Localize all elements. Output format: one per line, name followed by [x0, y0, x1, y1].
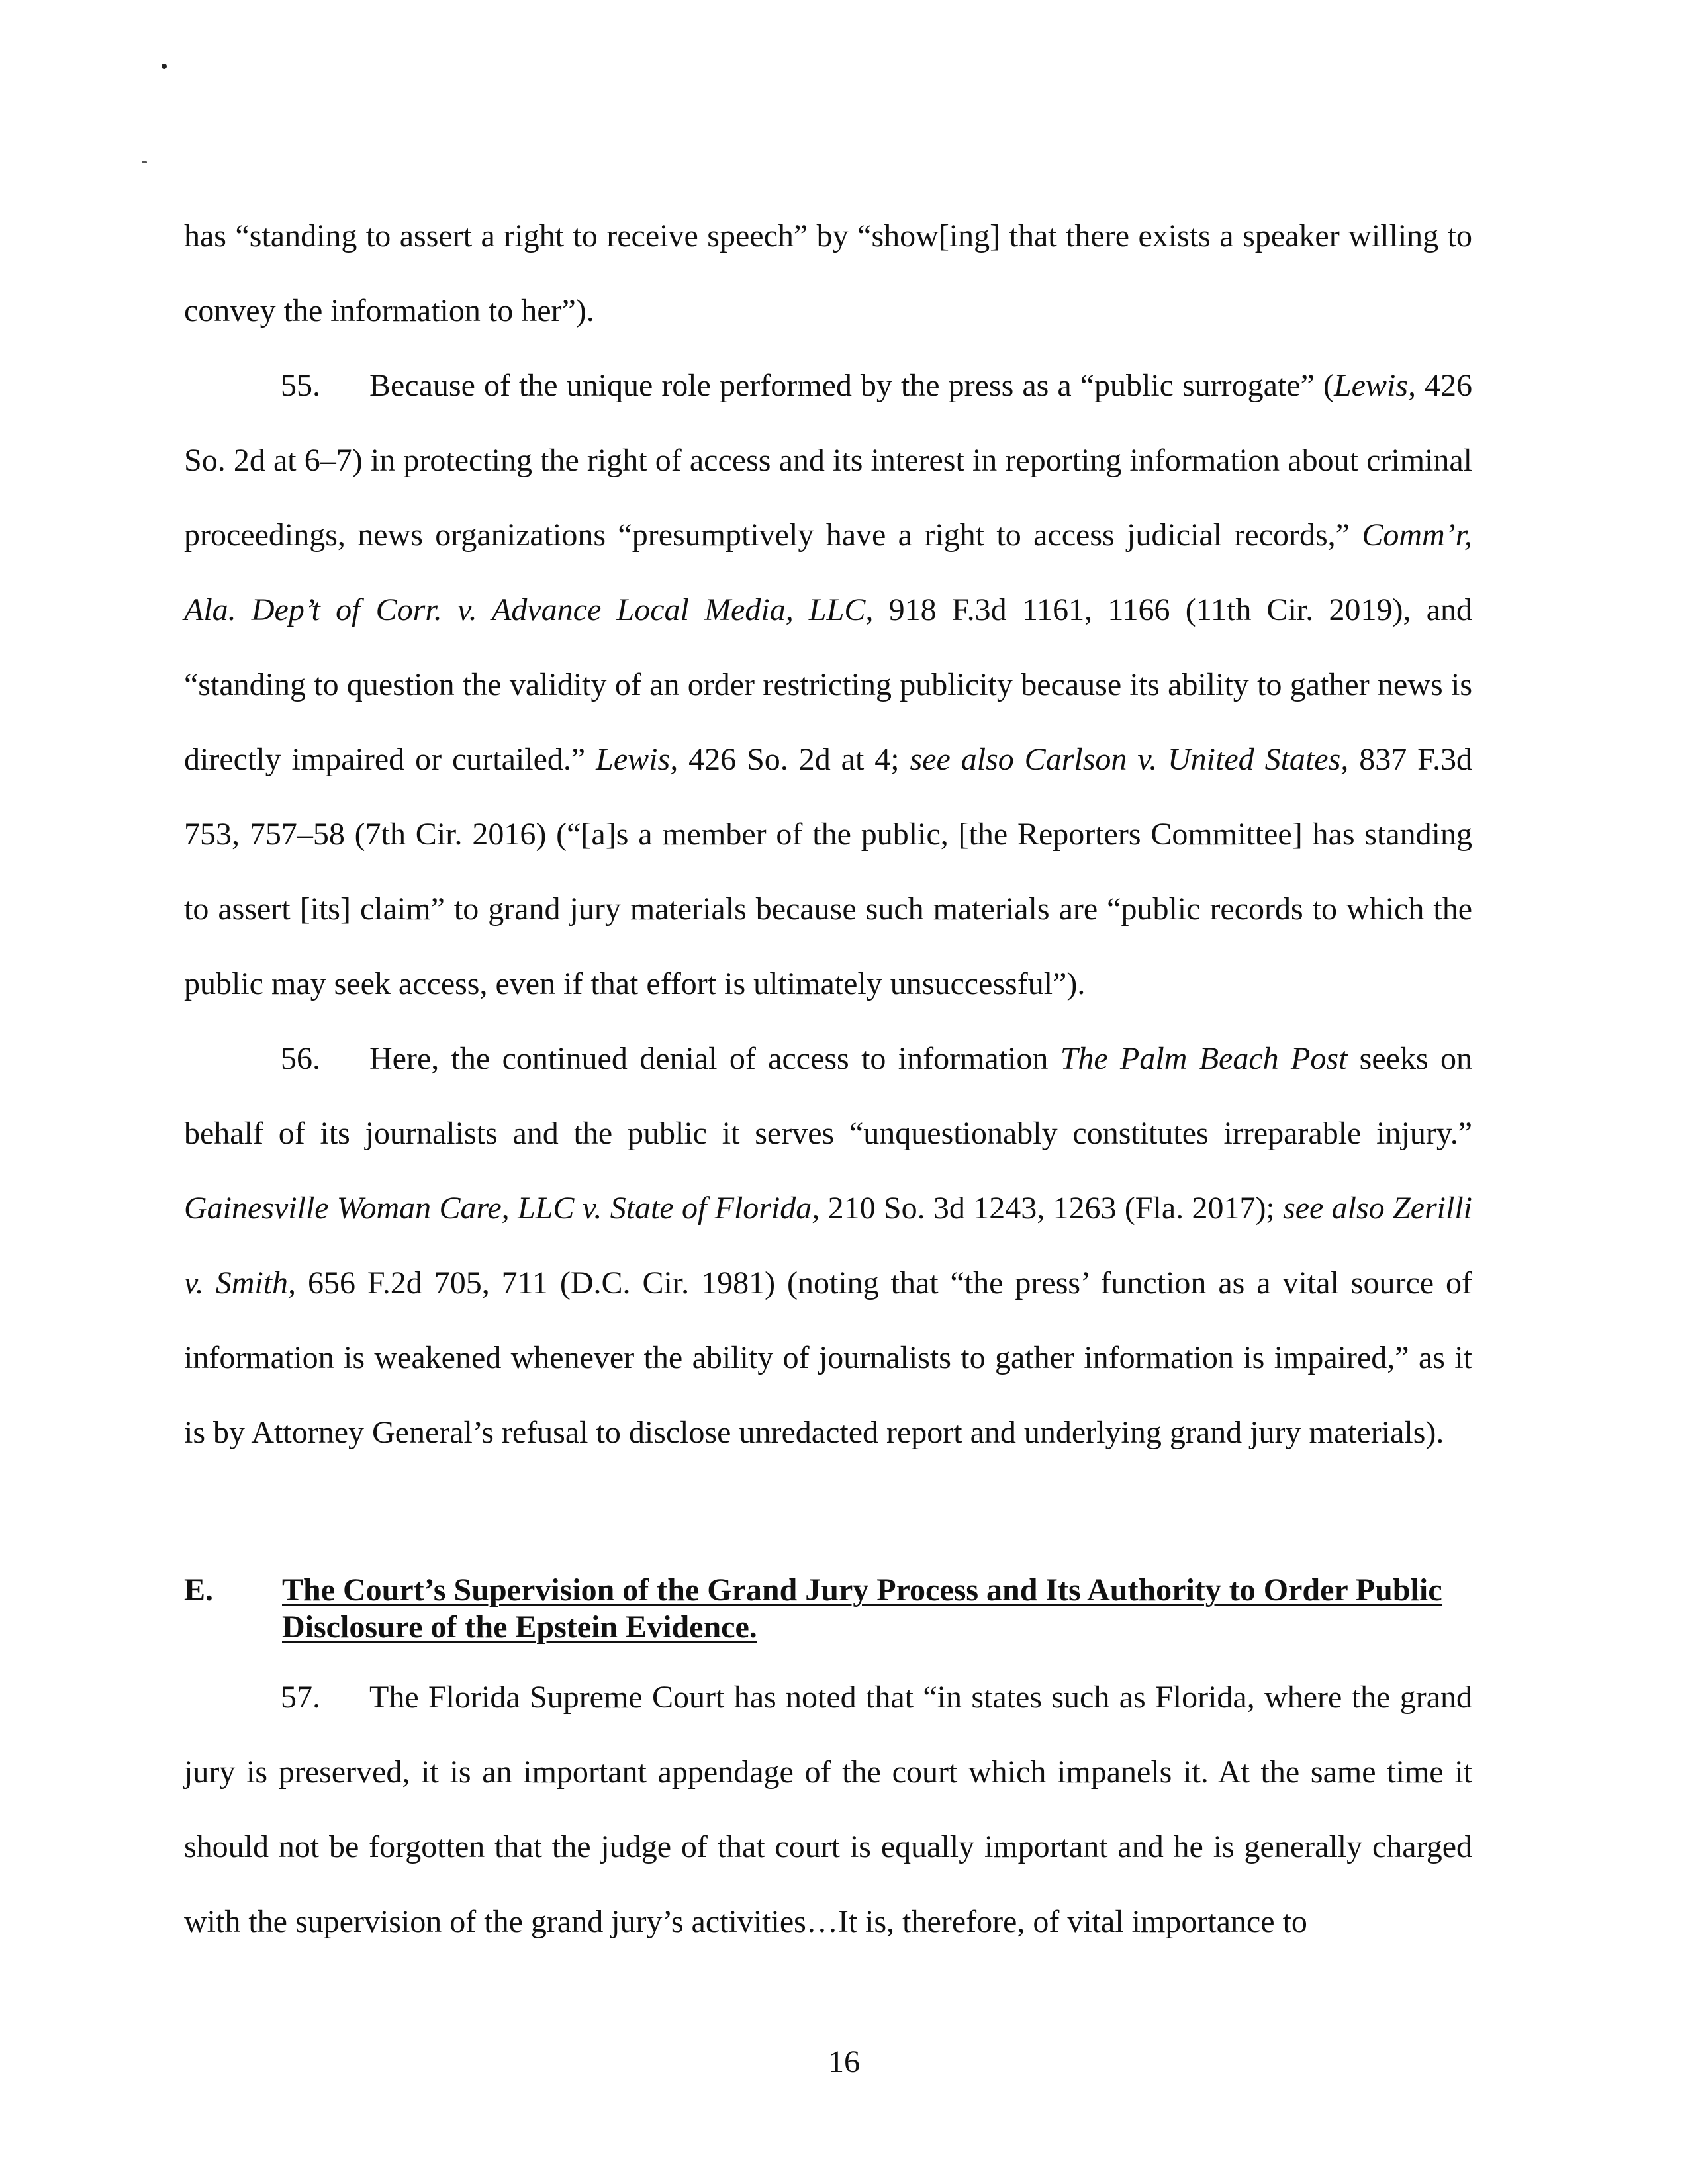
text-run: Here, the continued denial of access to information — [369, 1041, 1060, 1076]
body-text — [184, 199, 1472, 1470]
page-number: 16 — [828, 2044, 860, 2079]
paragraph-56 — [184, 1021, 1472, 1470]
text-run: 426 So. 2d at 6–7) in protecting the right of access and its interest in reporting information about criminal proceedings, news organizations “presumptively have a right to access judicial records,” — [184, 368, 1473, 553]
section-title: The Court’s Supervision of the Grand Jury Process and Its Authority to Order Public Disclosure of the Epstein Evidence. — [282, 1572, 1442, 1645]
paragraph-57 — [184, 1660, 1472, 1959]
text-run: seeks on behalf of its journalists and the public it serves “unquestionably constitutes irreparable injury.” — [184, 1041, 1472, 1151]
case-citation: Lewis, — [1333, 368, 1416, 403]
paragraph-55 — [184, 348, 1472, 1021]
text-run: 918 F.3d 1161, 1166 (11th Cir. 2019), and “standing to question the validity of an order restricting publicity because its ability to gather news is directly impaired or curtailed.” — [184, 592, 1472, 777]
text-run: 656 F.2d 705, 711 (D.C. Cir. 1981) (noting that “the press’ function as a vital source of information is weakened whenever the ability of journalists to gather information is impaired,” as it is by Attorney General’s refusal to disclose unredacted report and underlying grand jury materials). — [184, 1265, 1473, 1450]
case-citation: see also Carlson v. United States, — [910, 742, 1349, 777]
case-citation: Lewis, — [596, 742, 679, 777]
publication-title: The Palm Beach Post — [1060, 1041, 1348, 1076]
text-run: 426 So. 2d at 4; — [678, 742, 910, 777]
text-run: 210 So. 3d 1243, 1263 (Fla. 2017); — [820, 1191, 1284, 1226]
section-letter: E. — [184, 1572, 214, 1608]
case-citation: see also Zerilli v. Smith, — [184, 1191, 1472, 1300]
scan-mark — [142, 161, 147, 163]
continuation-paragraph: has “standing to assert a right to receive speech” by “show[ing] that there exists a speaker willing to convey the information to her”). — [184, 218, 1472, 328]
scan-speck — [162, 64, 167, 69]
case-citation: Comm’r, Ala. Dep’t of Corr. v. Advance Local Media, LLC, — [184, 518, 1472, 627]
paragraph-number: 56. — [281, 1041, 320, 1076]
text-run: The Florida Supreme Court has noted that “in states such as Florida, where the grand jury is preserved, it is an important appendage of the court which impanels it. At the same time it should not be forgotten that the judge of that court is equally important and he is generally charged with the supervision of the grand jury’s activities…It is, therefore, of vital importance to — [184, 1680, 1472, 1939]
text-run: Because of the unique role performed by the press as a “public surrogate” ( — [369, 368, 1334, 403]
paragraph-number: 57. — [281, 1680, 320, 1715]
text-run: 837 F.3d 753, 757–58 (7th Cir. 2016) (“[a]s a member of the public, [the Reporters Committee] has standing to assert [its] claim” to grand jury materials because such materials are “public records to which the public may seek access, even if that effort is ultimately unsuccessful”). — [184, 742, 1472, 1001]
paragraph-number: 55. — [281, 368, 320, 403]
case-citation: Gainesville Woman Care, LLC v. State of Florida, — [184, 1191, 820, 1226]
body-text-continued — [184, 1660, 1472, 1959]
